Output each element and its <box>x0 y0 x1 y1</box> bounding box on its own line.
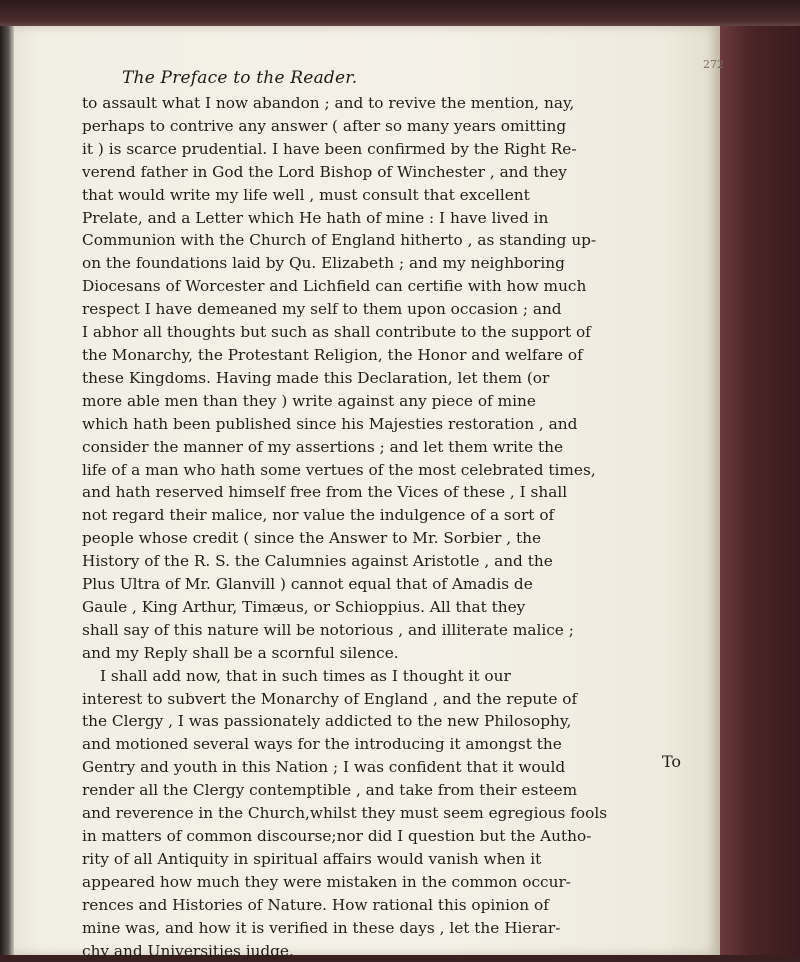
text-line: consider the manner of my assertions ; and let them write the <box>82 437 564 456</box>
book-gutter <box>0 26 14 955</box>
text-line: that would write my life well , must consult that excellent <box>82 185 530 204</box>
text-line: these Kingdoms. Having made this Declaration, let them (or <box>82 368 550 387</box>
text-line: Prelate, and a Letter which He hath of mine : I have lived in <box>82 208 549 227</box>
text-line: on the foundations laid by Qu. Elizabeth ; and my neighboring <box>82 254 565 273</box>
text-line: rity of all Antiquity in spiritual affairs would vanish when it <box>82 849 542 868</box>
text-line: and motioned several ways for the introducing it amongst the <box>82 735 562 754</box>
catchword: To <box>662 752 682 771</box>
text-line: I abhor all thoughts but such as shall contribute to the support of <box>82 323 591 342</box>
text-line: perhaps to contrive any answer ( after so many years omitting <box>82 116 567 135</box>
text-line: shall say of this nature will be notorious , and illiterate malice ; <box>82 620 574 639</box>
text-line: life of a man who hath some vertues of the most celebrated times, <box>82 460 596 479</box>
text-line: render all the Clergy contemptible , and take from their esteem <box>82 781 578 800</box>
text-line: more able men than they ) write against any piece of mine <box>82 391 536 410</box>
text-line: chy and Universities judge. <box>82 941 294 960</box>
text-line: in matters of common discourse;nor did I question but the Autho- <box>82 827 592 845</box>
text-line: mine was, and how it is verified in these days , let the Hierar- <box>82 918 561 937</box>
text-line: not regard their malice, nor value the indulgence of a sort of <box>82 506 555 525</box>
text-line: verend father in God the Lord Bishop of Winchester , and they <box>82 162 567 181</box>
text-line: people whose credit ( since the Answer to Mr. Sorbier , the <box>82 529 542 548</box>
text-line: rences and Histories of Nature. How rational this opinion of <box>82 895 549 914</box>
text-line: and reverence in the Church,whilst they must seem egregious fools <box>82 804 608 823</box>
text-line: Communion with the Church of England hitherto , as standing up- <box>82 231 597 250</box>
text-line: Plus Ultra of Mr. Glanvill ) cannot equal that of Amadis de <box>82 575 533 594</box>
text-line: appeared how much they were mistaken in the common occur- <box>82 872 571 891</box>
text-line: History of the R. S. the Calumnies against Aristotle , and the <box>82 552 553 571</box>
corner-mark: 272 <box>703 58 724 71</box>
book-cover-edge <box>720 26 800 955</box>
text-line: Diocesans of Worcester and Lichfield can certifie with how much <box>82 277 587 296</box>
body-text <box>82 92 707 962</box>
text-line: the Clergy , I was passionately addicted to the new Philosophy, <box>82 712 572 731</box>
text-line: the Monarchy, the Protestant Religion, the Honor and welfare of <box>82 345 583 364</box>
text-line: Gaule , King Arthur, Timæus, or Schioppius. All that they <box>82 597 526 616</box>
text-line: which hath been published since his Majesties restoration , and <box>82 414 578 433</box>
text-line: and hath reserved himself free from the Vices of these , I shall <box>82 483 568 502</box>
text-line: Gentry and youth in this Nation ; I was confident that it would <box>82 758 566 777</box>
text-line: to assault what I now abandon ; and to revive the mention, nay, <box>82 94 575 112</box>
running-title: The Preface to the Reader. <box>122 68 358 88</box>
text-line: and my Reply shall be a scornful silence. <box>82 643 399 662</box>
text-line: it ) is scarce prudential. I have been confirmed by the Right Re- <box>82 139 577 158</box>
text-line: I shall add now, that in such times as I thought it our <box>100 666 511 685</box>
text-line: respect I have demeaned my self to them upon occasion ; and <box>82 300 562 319</box>
text-line: interest to subvert the Monarchy of England , and the repute of <box>82 689 578 708</box>
